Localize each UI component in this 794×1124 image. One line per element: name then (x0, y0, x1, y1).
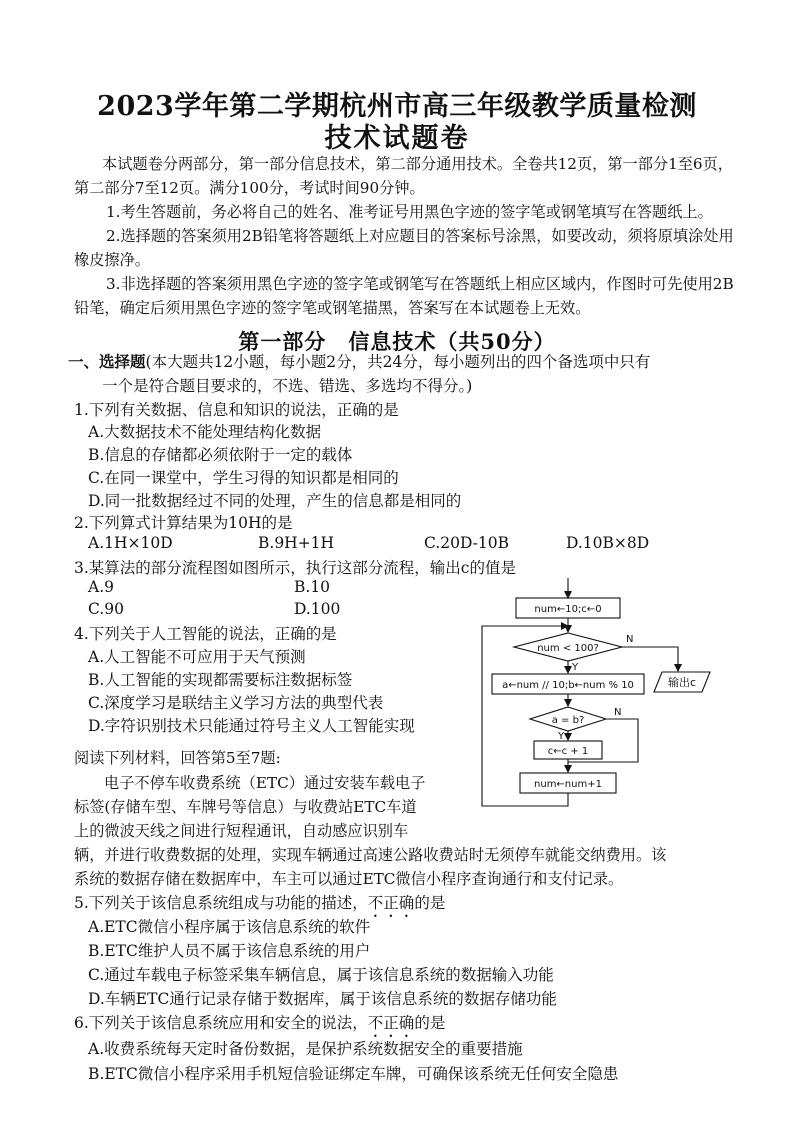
instruction-1: 1.考生答题前，务必将自己的姓名、准考证号用黑色字迹的签字笔或钢笔填写在答题纸上。 (106, 203, 713, 221)
q6-stem-pre: 6.下列关于该信息系统应用和安全的说法， (74, 1014, 368, 1032)
q3-option-d: D.100 (294, 600, 341, 618)
flow-init-label: num←10;c←0 (534, 604, 602, 615)
section-title: 第一部分 信息技术（共50分） (238, 329, 556, 354)
q5-option-c: C.通过车载电子标签采集车辆信息，属于该信息系统的数据输入功能 (88, 966, 554, 984)
q3-option-c: C.90 (88, 600, 124, 618)
part1-desc-line1: (本大题共12小题，每小题2分，共24分，每小题列出的四个备选项中只有 (145, 353, 651, 371)
flow-yes1-label: Y (572, 662, 579, 673)
flow-no2-label: N (614, 707, 622, 718)
q2-option-c: C.20D-10B (424, 534, 510, 552)
q4-option-a: A.人工智能不可应用于天气预测 (88, 648, 306, 666)
q3-stem: 3.某算法的部分流程图如图所示，执行这部分流程，输出c的值是 (74, 559, 516, 577)
q5-option-a: A.ETC微信小程序属于该信息系统的软件 (88, 918, 371, 936)
q1-option-c: C.在同一课堂中，学生习得的知识都是相同的 (88, 469, 399, 487)
instruction-3: 3.非选择题的答案须用黑色字迹的签字笔或钢笔写在答题纸上相应区域内，作图时可先使用2B铅笔，确定后须用黑色字迹的签字笔或钢笔描黑，答案写在本试题卷上无效。 (74, 275, 734, 317)
exam-title: 2023学年第二学期杭州市高三年级教学质量检测 (97, 91, 697, 122)
flow-yes2-label: Y (558, 731, 565, 742)
q6-option-a: A.收费系统每天定时备份数据，是保护系统数据安全的重要措施 (88, 1040, 523, 1058)
q4-option-b: B.人工智能的实现都需要标注数据标签 (88, 671, 353, 689)
instruction-overview: 本试题卷分两部分，第一部分信息技术，第二部分通用技术。全卷共12页，第一部分1至6页，第二部分7至12页。满分100分，考试时间90分钟。 (74, 155, 733, 197)
q4-option-c: C.深度学习是联结主义学习方法的典型代表 (88, 694, 384, 712)
q1-option-a: A.大数据技术不能处理结构化数据 (88, 423, 322, 441)
q1-stem: 1.下列有关数据、信息和知识的说法，正确的是 (74, 401, 399, 419)
reading-lead: 阅读下列材料，回答第5至7题: (74, 749, 281, 767)
q2-stem: 2.下列算式计算结果为10H的是 (74, 514, 293, 532)
flow-no1-label: N (626, 634, 634, 645)
q5-option-d: D.车辆ETC通行记录存储于数据库，属于该信息系统的数据存储功能 (88, 990, 557, 1008)
flow-cond1-label: num < 100? (537, 643, 599, 654)
q2-option-a: A.1H×10D (88, 534, 173, 552)
reading-line-4: 辆，并进行收费数据的处理，实现车辆通过高速公路收费站时无须停车就能交纳费用。该 (74, 846, 667, 864)
reading-line-3: 上的微波天线之间进行短程通讯，自动感应识别车 (74, 822, 409, 840)
flow-inc-c-label: c←c + 1 (547, 746, 589, 757)
q1-option-d: D.同一批数据经过不同的处理，产生的信息都是相同的 (88, 492, 462, 510)
q6-option-b: B.ETC微信小程序采用手机短信验证绑定车牌，可确保该系统无任何安全隐患 (88, 1065, 619, 1083)
q6-stem-emphasis: 不正确 (367, 1014, 415, 1032)
instruction-2: 2.选择题的答案须用2B铅笔将答题纸上对应题目的答案标号涂黑，如要改动，须将原填涂处用橡皮擦净。 (74, 227, 734, 269)
q3-option-a: A.9 (88, 578, 114, 596)
q2-option-b: B.9H+1H (258, 534, 335, 552)
reading-line-1: 电子不停车收费系统（ETC）通过安装车载电子 (104, 774, 426, 792)
instructions (74, 152, 744, 320)
q5-stem-pre: 5.下列关于该信息系统组成与功能的描述， (74, 894, 368, 912)
algorithm-flowchart (478, 576, 738, 812)
flow-assign-label: a←num // 10;b←num % 10 (502, 680, 634, 691)
q5-stem-post: 的是 (414, 894, 446, 912)
exam-subtitle: 技术试题卷 (324, 123, 470, 154)
flow-no-branch-1 (622, 647, 678, 671)
q4-stem: 4.下列关于人工智能的说法，正确的是 (74, 625, 337, 643)
flow-cond2-label: a = b? (551, 715, 585, 726)
q2-option-d: D.10B×8D (566, 534, 650, 552)
q4-option-d: D.字符识别技术只能通过符号主义人工智能实现 (88, 717, 415, 735)
reading-line-2: 标签(存储车型、车牌号等信息）与收费站ETC车道 (74, 798, 417, 816)
flow-inc-num-label: num←num+1 (534, 779, 602, 790)
q1-option-b: B.信息的存储都必须依附于一定的载体 (88, 446, 353, 464)
part1-desc-line2: 一个是符合题目要求的，不选、错选、多选均不得分。) (102, 377, 473, 395)
q5-option-b: B.ETC维护人员不属于该信息系统的用户 (88, 942, 371, 960)
q5-stem-emphasis: 不正确 (367, 894, 415, 912)
q6-stem-post: 的是 (414, 1014, 446, 1032)
part1-label: 一、选择题 (68, 352, 146, 371)
flow-output-label: 输出c (667, 676, 697, 689)
part1-header (68, 350, 650, 372)
q3-option-b: B.10 (294, 578, 331, 596)
reading-line-5: 系统的数据存储在数据库中，车主可以通过ETC微信小程序查询通行和支付记录。 (74, 870, 624, 888)
